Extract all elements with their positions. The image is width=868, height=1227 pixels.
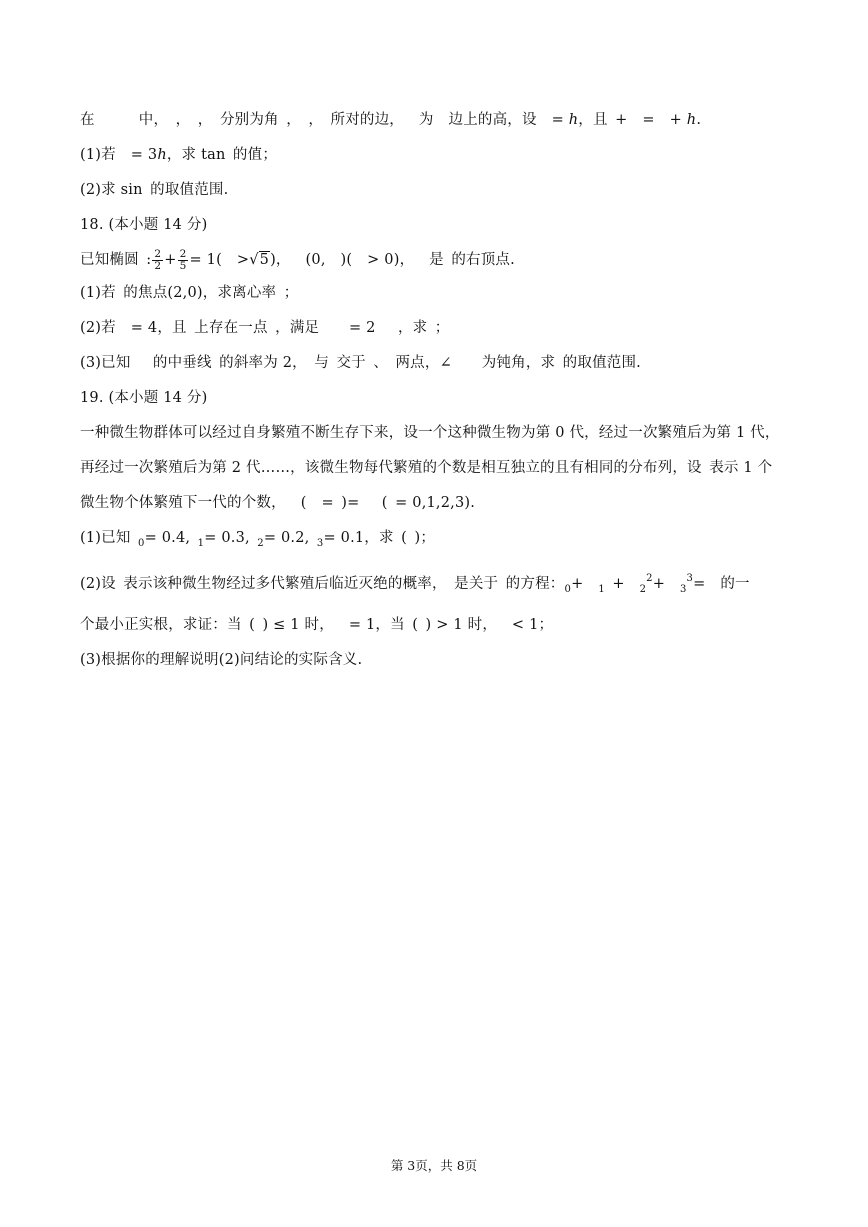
- fraction-denominator: 2: [154, 259, 162, 272]
- text-run: (1)已知: [80, 530, 138, 546]
- problem-18-part-3: (3)已知 的中垂线 的斜率为 2， 与 交于 、 两点，∠ 为钝角，求 的取值范围.: [80, 355, 641, 371]
- subscript: 3: [316, 538, 324, 549]
- page-footer: 第 3页，共 8页: [390, 1158, 478, 1173]
- subscript: 1: [197, 538, 205, 549]
- text-run: = 0.2,: [263, 530, 317, 546]
- text-run: = 0.4,: [144, 530, 198, 546]
- superscript: 2: [646, 573, 653, 584]
- subscript: 2: [257, 538, 264, 549]
- text-run: (2)设 表示该种微生物经过多代繁殖后临近灭绝的概率， 是关于 的方程：: [80, 576, 565, 592]
- subscript: 2: [639, 584, 647, 595]
- text-run: )， (0, )( > 0)， 是 的右顶点.: [270, 252, 515, 268]
- text-run: +: [604, 576, 640, 592]
- text-run: = 1( >: [189, 252, 250, 268]
- page-content: [80, 110, 792, 670]
- fraction-numerator: 2: [179, 247, 187, 260]
- problem-19-part-3: (3)根据你的理解说明(2)问结论的实际含义.: [80, 652, 363, 668]
- text-run: 已知椭圆 :: [80, 252, 152, 268]
- subscript: 3: [679, 584, 687, 595]
- text-run: = 的一: [693, 576, 750, 592]
- fraction: [152, 249, 163, 272]
- problem-19-heading: 19. (本小题 14 分): [80, 390, 208, 406]
- subscript: 1: [598, 584, 605, 595]
- fraction: [178, 249, 189, 272]
- text-run: = 0.1，求 ( )；: [323, 530, 436, 546]
- subscript: 0: [564, 584, 572, 595]
- square-root: 5: [259, 252, 270, 268]
- problem-19-part-2-line-1: [80, 569, 792, 600]
- problem-17-part-1: (1)若 = 3ℎ，求 tan 的值；: [80, 147, 278, 163]
- problem-18-heading: 18. (本小题 14 分): [80, 217, 208, 233]
- text-run: +: [571, 576, 599, 592]
- problem-18-part-1: (1)若 的焦点(2,0)，求离心率 ；: [80, 285, 299, 301]
- problem-19-statement-line-3: 微生物个体繁殖下一代的个数， ( = )= ( = 0,1,2,3).: [80, 495, 476, 511]
- problem-19-part-2-line-2: 个最小正实根，求证：当 ( ) ≤ 1 时， = 1，当 ( ) > 1 时， < 1；: [80, 617, 554, 633]
- problem-17-part-2: (2)求 sin 的取值范围.: [80, 182, 229, 198]
- problem-18-statement: 已知椭圆 : $\frac{2}{2}$ + $\frac{2}{5}$ = 1( >√5)， (0, )( > 0)， 是 的右顶点.: [80, 247, 515, 272]
- superscript: 3: [686, 573, 694, 584]
- problem-19-statement-line-2: 再经过一次繁殖后为第 2 代……，该微生物每代繁殖的个数是相互独立的且有相同的分布列，设 表示 1 个: [80, 460, 773, 476]
- problem-19-part-1: [80, 528, 792, 554]
- text-run: = 0.3,: [204, 530, 258, 546]
- problem-19-statement-line-1: 一种微生物群体可以经过自身繁殖不断生存下来，设一个这种微生物为第 0 代，经过一次繁殖后为第 1 代，: [80, 425, 780, 441]
- subscript: 0: [138, 538, 145, 549]
- text-run: +: [652, 576, 680, 592]
- text-run: +: [164, 252, 177, 268]
- problem-17-statement: 在 中， ， ， 分别为角 ， ， 所对的边， 为 边上的高，设 = ℎ，且 + = + ℎ.: [80, 112, 702, 128]
- fraction-numerator: 2: [154, 247, 162, 260]
- fraction-denominator: 5: [179, 259, 187, 272]
- problem-18-part-2: (2)若 = 4，且 上存在一点 ，满足 = 2 ，求 ；: [80, 320, 450, 336]
